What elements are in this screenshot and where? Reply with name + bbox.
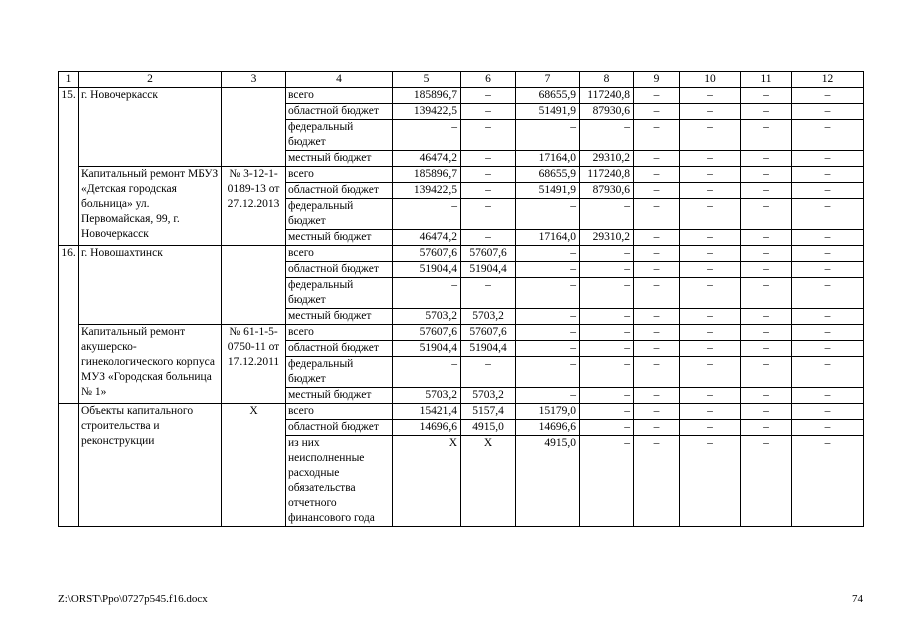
value-cell: 51904,4	[461, 341, 516, 357]
column-number-cell: 2	[79, 72, 222, 88]
value-cell: –	[741, 262, 792, 278]
funding-source-cell: всего	[286, 404, 393, 420]
table-row	[59, 404, 864, 420]
funding-source-cell: областной бюджет	[286, 262, 393, 278]
value-cell: 185896,7	[393, 167, 461, 183]
funding-source-cell: областной бюджет	[286, 104, 393, 120]
value-cell: –	[792, 151, 864, 167]
funding-source-cell: областной бюджет	[286, 341, 393, 357]
value-cell: –	[580, 309, 634, 325]
value-cell: –	[580, 404, 634, 420]
value-cell: –	[741, 278, 792, 309]
value-cell: –	[741, 388, 792, 404]
value-cell: –	[741, 357, 792, 388]
value-cell: –	[680, 404, 741, 420]
value-cell: –	[792, 199, 864, 230]
value-cell: 117240,8	[580, 88, 634, 104]
value-cell: –	[741, 404, 792, 420]
value-cell: 117240,8	[580, 167, 634, 183]
column-number-cell: 10	[680, 72, 741, 88]
column-number-cell: 11	[741, 72, 792, 88]
value-cell: –	[634, 167, 680, 183]
value-cell: –	[680, 436, 741, 527]
funding-source-cell: федеральный бюджет	[286, 357, 393, 388]
funding-source-cell: из них неисполненные расходные обязательства отчетного финансового года	[286, 436, 393, 527]
value-cell: 5703,2	[461, 388, 516, 404]
value-cell: –	[634, 104, 680, 120]
funding-source-cell: федеральный бюджет	[286, 278, 393, 309]
value-cell: –	[634, 309, 680, 325]
value-cell: 57607,6	[393, 246, 461, 262]
document-cell: № 3-12-1-0189-13 от 27.12.2013	[222, 167, 286, 246]
value-cell: –	[580, 262, 634, 278]
document-cell: № 61-1-5-0750-11 от 17.12.2011	[222, 325, 286, 404]
funding-source-cell: федеральный бюджет	[286, 199, 393, 230]
value-cell: –	[634, 262, 680, 278]
value-cell: 14696,6	[516, 420, 580, 436]
document-cell	[222, 88, 286, 167]
value-cell: –	[580, 246, 634, 262]
value-cell: –	[516, 278, 580, 309]
value-cell: –	[792, 388, 864, 404]
value-cell: –	[741, 199, 792, 230]
value-cell: –	[461, 278, 516, 309]
funding-source-cell: местный бюджет	[286, 388, 393, 404]
value-cell: 17164,0	[516, 151, 580, 167]
value-cell: –	[792, 183, 864, 199]
value-cell: –	[680, 88, 741, 104]
value-cell: –	[634, 325, 680, 341]
funding-source-cell: всего	[286, 167, 393, 183]
value-cell: –	[680, 246, 741, 262]
value-cell: –	[741, 325, 792, 341]
value-cell: –	[634, 183, 680, 199]
value-cell: –	[792, 230, 864, 246]
value-cell: –	[461, 120, 516, 151]
value-cell: –	[634, 404, 680, 420]
value-cell: –	[680, 278, 741, 309]
footer-filename: Z:\ORST\Ppo\0727p545.f16.docx	[58, 593, 208, 605]
value-cell: Х	[393, 436, 461, 527]
value-cell: 139422,5	[393, 183, 461, 199]
value-cell: –	[461, 151, 516, 167]
column-number-cell: 3	[222, 72, 286, 88]
row-number-cell: 16.	[59, 246, 79, 404]
value-cell: –	[634, 357, 680, 388]
object-name-cell: Капитальный ремонт МБУЗ «Детская городская больница» ул. Первомайская, 99, г. Новочеркасск	[79, 167, 222, 246]
value-cell: –	[634, 278, 680, 309]
value-cell: 29310,2	[580, 230, 634, 246]
value-cell: –	[393, 199, 461, 230]
document-cell: Х	[222, 404, 286, 527]
value-cell: –	[680, 230, 741, 246]
value-cell: 5157,4	[461, 404, 516, 420]
value-cell: –	[461, 230, 516, 246]
value-cell: 68655,9	[516, 88, 580, 104]
funding-source-cell: местный бюджет	[286, 230, 393, 246]
value-cell: –	[741, 183, 792, 199]
value-cell: 51491,9	[516, 104, 580, 120]
table-row	[59, 325, 864, 341]
column-number-cell: 8	[580, 72, 634, 88]
value-cell: –	[680, 120, 741, 151]
value-cell: –	[580, 278, 634, 309]
value-cell: 68655,9	[516, 167, 580, 183]
funding-source-cell: всего	[286, 246, 393, 262]
row-number-cell: 15.	[59, 88, 79, 246]
value-cell: –	[393, 357, 461, 388]
value-cell: 5703,2	[461, 309, 516, 325]
funding-source-cell: областной бюджет	[286, 420, 393, 436]
value-cell: –	[580, 388, 634, 404]
value-cell: –	[393, 120, 461, 151]
value-cell: –	[741, 341, 792, 357]
value-cell: –	[680, 151, 741, 167]
value-cell: –	[634, 120, 680, 151]
value-cell: –	[580, 436, 634, 527]
value-cell: –	[580, 341, 634, 357]
value-cell: –	[792, 104, 864, 120]
value-cell: –	[741, 151, 792, 167]
value-cell: –	[634, 420, 680, 436]
value-cell: 57607,6	[393, 325, 461, 341]
value-cell: –	[741, 436, 792, 527]
value-cell: –	[680, 420, 741, 436]
value-cell: –	[680, 309, 741, 325]
funding-source-cell: всего	[286, 88, 393, 104]
column-number-cell: 6	[461, 72, 516, 88]
value-cell: –	[580, 199, 634, 230]
value-cell: –	[516, 199, 580, 230]
value-cell: 57607,6	[461, 246, 516, 262]
value-cell: 139422,5	[393, 104, 461, 120]
table-row	[59, 167, 864, 183]
value-cell: 51904,4	[393, 262, 461, 278]
value-cell: –	[516, 357, 580, 388]
value-cell: –	[634, 388, 680, 404]
value-cell: –	[792, 420, 864, 436]
value-cell: –	[680, 262, 741, 278]
funding-source-cell: федеральный бюджет	[286, 120, 393, 151]
value-cell: 57607,6	[461, 325, 516, 341]
column-number-cell: 12	[792, 72, 864, 88]
value-cell: –	[461, 88, 516, 104]
row-number-cell	[59, 404, 79, 527]
funding-source-cell: областной бюджет	[286, 183, 393, 199]
value-cell: –	[580, 325, 634, 341]
object-name-cell: Капитальный ремонт акушерско-гинекологического корпуса МУЗ «Городская больница № 1»	[79, 325, 222, 404]
value-cell: –	[792, 341, 864, 357]
value-cell: –	[741, 120, 792, 151]
value-cell: –	[516, 246, 580, 262]
value-cell: –	[792, 357, 864, 388]
value-cell: 51904,4	[461, 262, 516, 278]
column-number-cell: 9	[634, 72, 680, 88]
value-cell: –	[634, 199, 680, 230]
value-cell: 5703,2	[393, 309, 461, 325]
value-cell: –	[516, 309, 580, 325]
value-cell: –	[741, 420, 792, 436]
value-cell: –	[792, 88, 864, 104]
value-cell: –	[792, 167, 864, 183]
value-cell: –	[741, 88, 792, 104]
value-cell: –	[461, 357, 516, 388]
value-cell: 15179,0	[516, 404, 580, 420]
funding-source-cell: всего	[286, 325, 393, 341]
column-number-cell: 7	[516, 72, 580, 88]
value-cell: –	[634, 246, 680, 262]
value-cell: –	[461, 183, 516, 199]
column-number-cell: 4	[286, 72, 393, 88]
value-cell: Х	[461, 436, 516, 527]
document-cell	[222, 246, 286, 325]
value-cell: –	[680, 167, 741, 183]
funding-source-cell: местный бюджет	[286, 309, 393, 325]
value-cell: –	[680, 325, 741, 341]
value-cell: –	[680, 183, 741, 199]
value-cell: –	[680, 199, 741, 230]
table-row	[59, 88, 864, 104]
value-cell: –	[741, 246, 792, 262]
value-cell: –	[741, 167, 792, 183]
value-cell: –	[792, 278, 864, 309]
value-cell: –	[634, 341, 680, 357]
value-cell: 46474,2	[393, 151, 461, 167]
value-cell: –	[792, 325, 864, 341]
value-cell: –	[680, 357, 741, 388]
value-cell: 51904,4	[393, 341, 461, 357]
value-cell: 4915,0	[461, 420, 516, 436]
value-cell: –	[580, 357, 634, 388]
value-cell: –	[461, 199, 516, 230]
value-cell: –	[680, 341, 741, 357]
value-cell: –	[634, 436, 680, 527]
object-name-cell: Объекты капитального строительства и реконструкции	[79, 404, 222, 527]
column-number-cell: 1	[59, 72, 79, 88]
value-cell: –	[516, 325, 580, 341]
region-name-cell: г. Новошахтинск	[79, 246, 222, 325]
column-number-cell: 5	[393, 72, 461, 88]
value-cell: –	[792, 404, 864, 420]
value-cell: 185896,7	[393, 88, 461, 104]
value-cell: 51491,9	[516, 183, 580, 199]
value-cell: –	[741, 230, 792, 246]
table-row	[59, 246, 864, 262]
value-cell: –	[680, 388, 741, 404]
value-cell: 5703,2	[393, 388, 461, 404]
funding-source-cell: местный бюджет	[286, 151, 393, 167]
value-cell: –	[792, 309, 864, 325]
value-cell: 15421,4	[393, 404, 461, 420]
value-cell: –	[580, 120, 634, 151]
value-cell: –	[792, 262, 864, 278]
value-cell: 87930,6	[580, 183, 634, 199]
value-cell: –	[792, 120, 864, 151]
region-name-cell: г. Новочеркасск	[79, 88, 222, 167]
column-number-row	[59, 72, 864, 88]
value-cell: –	[634, 230, 680, 246]
value-cell: 46474,2	[393, 230, 461, 246]
value-cell: –	[516, 120, 580, 151]
value-cell: –	[792, 436, 864, 527]
value-cell: –	[741, 309, 792, 325]
value-cell: –	[516, 388, 580, 404]
value-cell: –	[680, 104, 741, 120]
value-cell: –	[461, 167, 516, 183]
value-cell: –	[792, 246, 864, 262]
value-cell: –	[461, 104, 516, 120]
value-cell: –	[634, 88, 680, 104]
value-cell: –	[393, 278, 461, 309]
value-cell: 14696,6	[393, 420, 461, 436]
value-cell: –	[741, 104, 792, 120]
budget-table	[58, 71, 864, 527]
value-cell: 4915,0	[516, 436, 580, 527]
page-number: 74	[852, 593, 863, 605]
value-cell: –	[634, 151, 680, 167]
value-cell: 29310,2	[580, 151, 634, 167]
value-cell: 87930,6	[580, 104, 634, 120]
value-cell: –	[580, 420, 634, 436]
value-cell: –	[516, 341, 580, 357]
value-cell: 17164,0	[516, 230, 580, 246]
value-cell: –	[516, 262, 580, 278]
